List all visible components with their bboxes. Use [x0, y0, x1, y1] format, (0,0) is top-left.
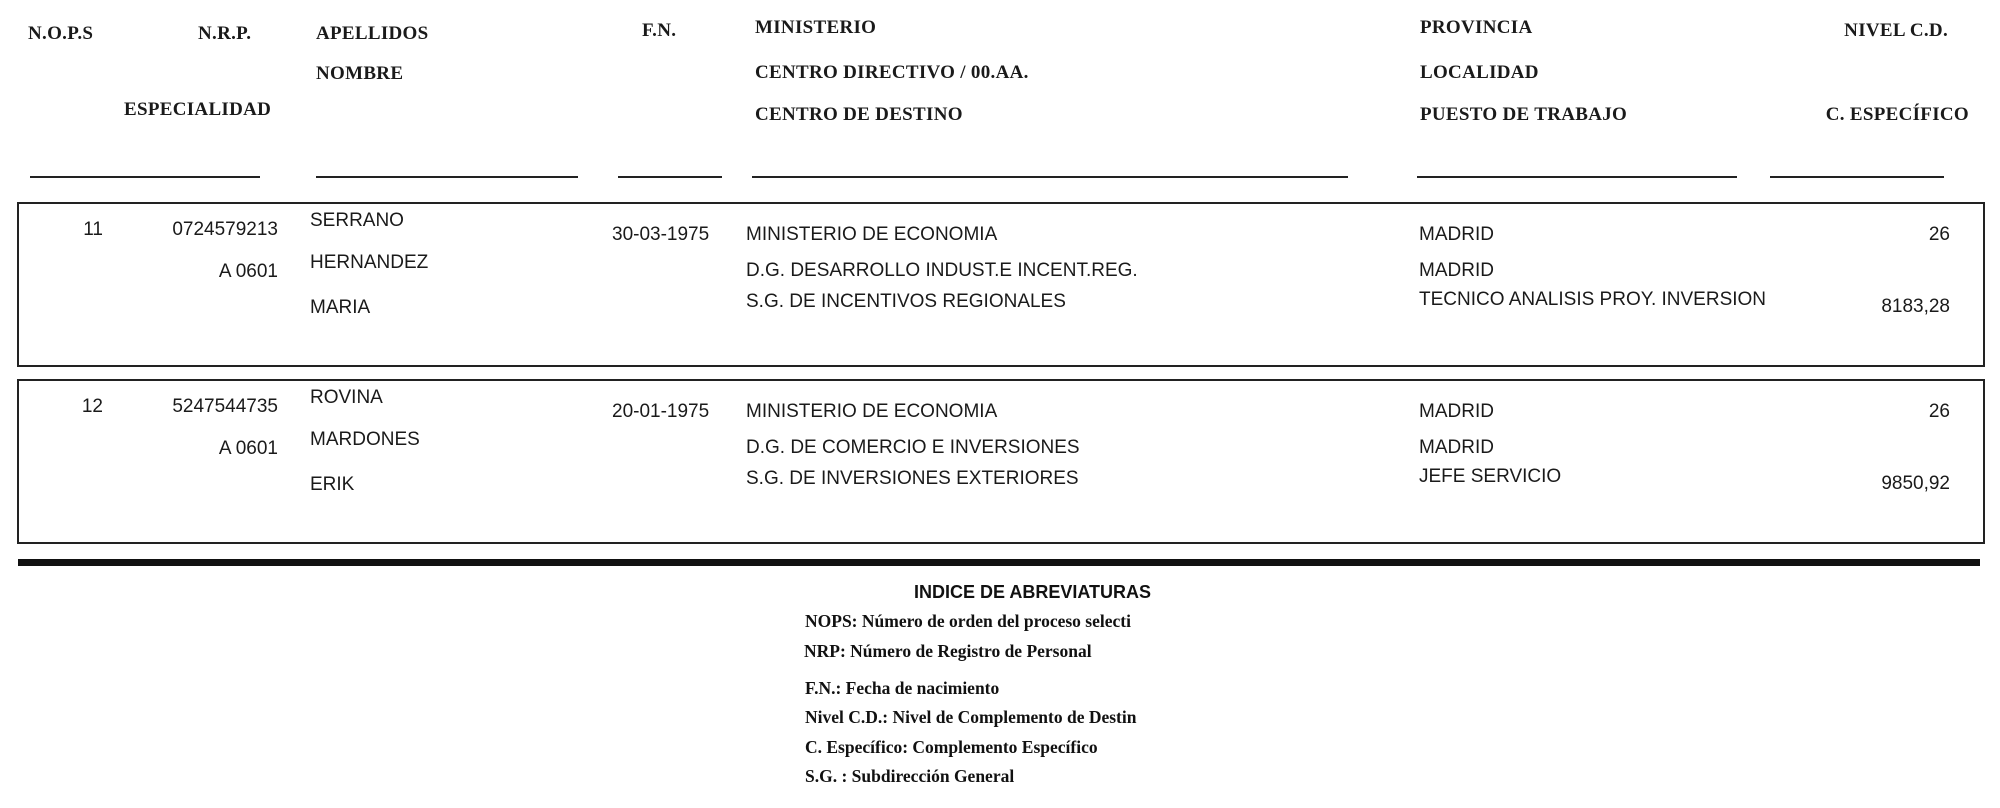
record-especialidad: A 0601	[218, 438, 278, 459]
header-underline-ministerio	[752, 176, 1348, 178]
record-puesto: TECNICO ANALISIS PROY. INVERSION	[1419, 289, 1767, 310]
header-apellidos: APELLIDOS	[316, 23, 429, 44]
record-localidad: MADRID	[1419, 260, 1494, 281]
header-underline-nivel	[1770, 176, 1944, 178]
record-centro-destino: S.G. DE INVERSIONES EXTERIORES	[746, 468, 1079, 489]
record-centro-directivo: D.G. DESARROLLO INDUST.E INCENT.REG.	[746, 260, 1138, 281]
record-puesto: JEFE SERVICIO	[1419, 466, 1562, 487]
header-centro-directivo: CENTRO DIRECTIVO / 00.AA.	[755, 62, 1029, 83]
header-underline-nops-nrp	[30, 176, 260, 178]
record-apellido2: HERNANDEZ	[310, 252, 429, 273]
section-divider	[18, 559, 1980, 566]
header-localidad: LOCALIDAD	[1420, 62, 1539, 83]
header-c-especifico: C. ESPECÍFICO	[1825, 104, 1969, 125]
legend-item-c-especifico: C. Específico: Complemento Específico	[805, 737, 1098, 757]
record-nombre: ERIK	[310, 474, 355, 495]
record-c-especifico: 9850,92	[1881, 473, 1950, 494]
legend-item-sg: S.G. : Subdirección General	[805, 766, 1015, 786]
record-c-especifico: 8183,28	[1881, 296, 1950, 317]
record-nivel-cd: 26	[1928, 224, 1950, 245]
record-ministerio: MINISTERIO DE ECONOMIA	[746, 224, 998, 245]
record-centro-destino: S.G. DE INCENTIVOS REGIONALES	[746, 291, 1066, 312]
record-apellido1: ROVINA	[310, 387, 383, 408]
record-nrp: 5247544735	[172, 396, 278, 417]
record-fn: 20-01-1975	[612, 401, 710, 422]
record-nrp: 0724579213	[172, 219, 278, 240]
record-ministerio: MINISTERIO DE ECONOMIA	[746, 401, 998, 422]
record-centro-directivo: D.G. DE COMERCIO E INVERSIONES	[746, 437, 1080, 458]
record-especialidad: A 0601	[218, 261, 278, 282]
record-fn: 30-03-1975	[612, 224, 710, 245]
legend-item-fn: F.N.: Fecha de nacimiento	[805, 678, 1000, 698]
header-underline-apellidos	[316, 176, 578, 178]
legend-item-nivel-cd: Nivel C.D.: Nivel de Complemento de Destin	[805, 707, 1137, 727]
record-apellido1: SERRANO	[310, 210, 404, 231]
header-provincia: PROVINCIA	[1420, 17, 1533, 38]
header-nrp: N.R.P.	[198, 23, 252, 44]
record-nombre: MARIA	[310, 297, 371, 318]
record-apellido2: MARDONES	[310, 429, 420, 450]
header-centro-destino: CENTRO DE DESTINO	[755, 104, 963, 125]
record-provincia: MADRID	[1419, 401, 1494, 422]
header-underline-fn	[618, 176, 722, 178]
record-nivel-cd: 26	[1928, 401, 1950, 422]
header-especialidad: ESPECIALIDAD	[124, 99, 272, 120]
record-nops: 12	[81, 396, 103, 417]
header-nops: N.O.P.S	[28, 23, 94, 44]
header-ministerio: MINISTERIO	[755, 17, 877, 38]
record-localidad: MADRID	[1419, 437, 1494, 458]
legend-item-nops: NOPS: Número de orden del proceso selecti	[805, 611, 1131, 631]
record-provincia: MADRID	[1419, 224, 1494, 245]
header-nivel-cd: NIVEL C.D.	[1844, 20, 1948, 41]
record-nops: 11	[83, 219, 103, 240]
header-puesto: PUESTO DE TRABAJO	[1420, 104, 1628, 125]
legend-item-nrp: NRP: Número de Registro de Personal	[804, 641, 1092, 661]
header-nombre: NOMBRE	[316, 63, 404, 84]
header-underline-provincia	[1417, 176, 1737, 178]
header-fn: F.N.	[642, 20, 677, 41]
legend-title: INDICE DE ABREVIATURAS	[914, 582, 1152, 602]
